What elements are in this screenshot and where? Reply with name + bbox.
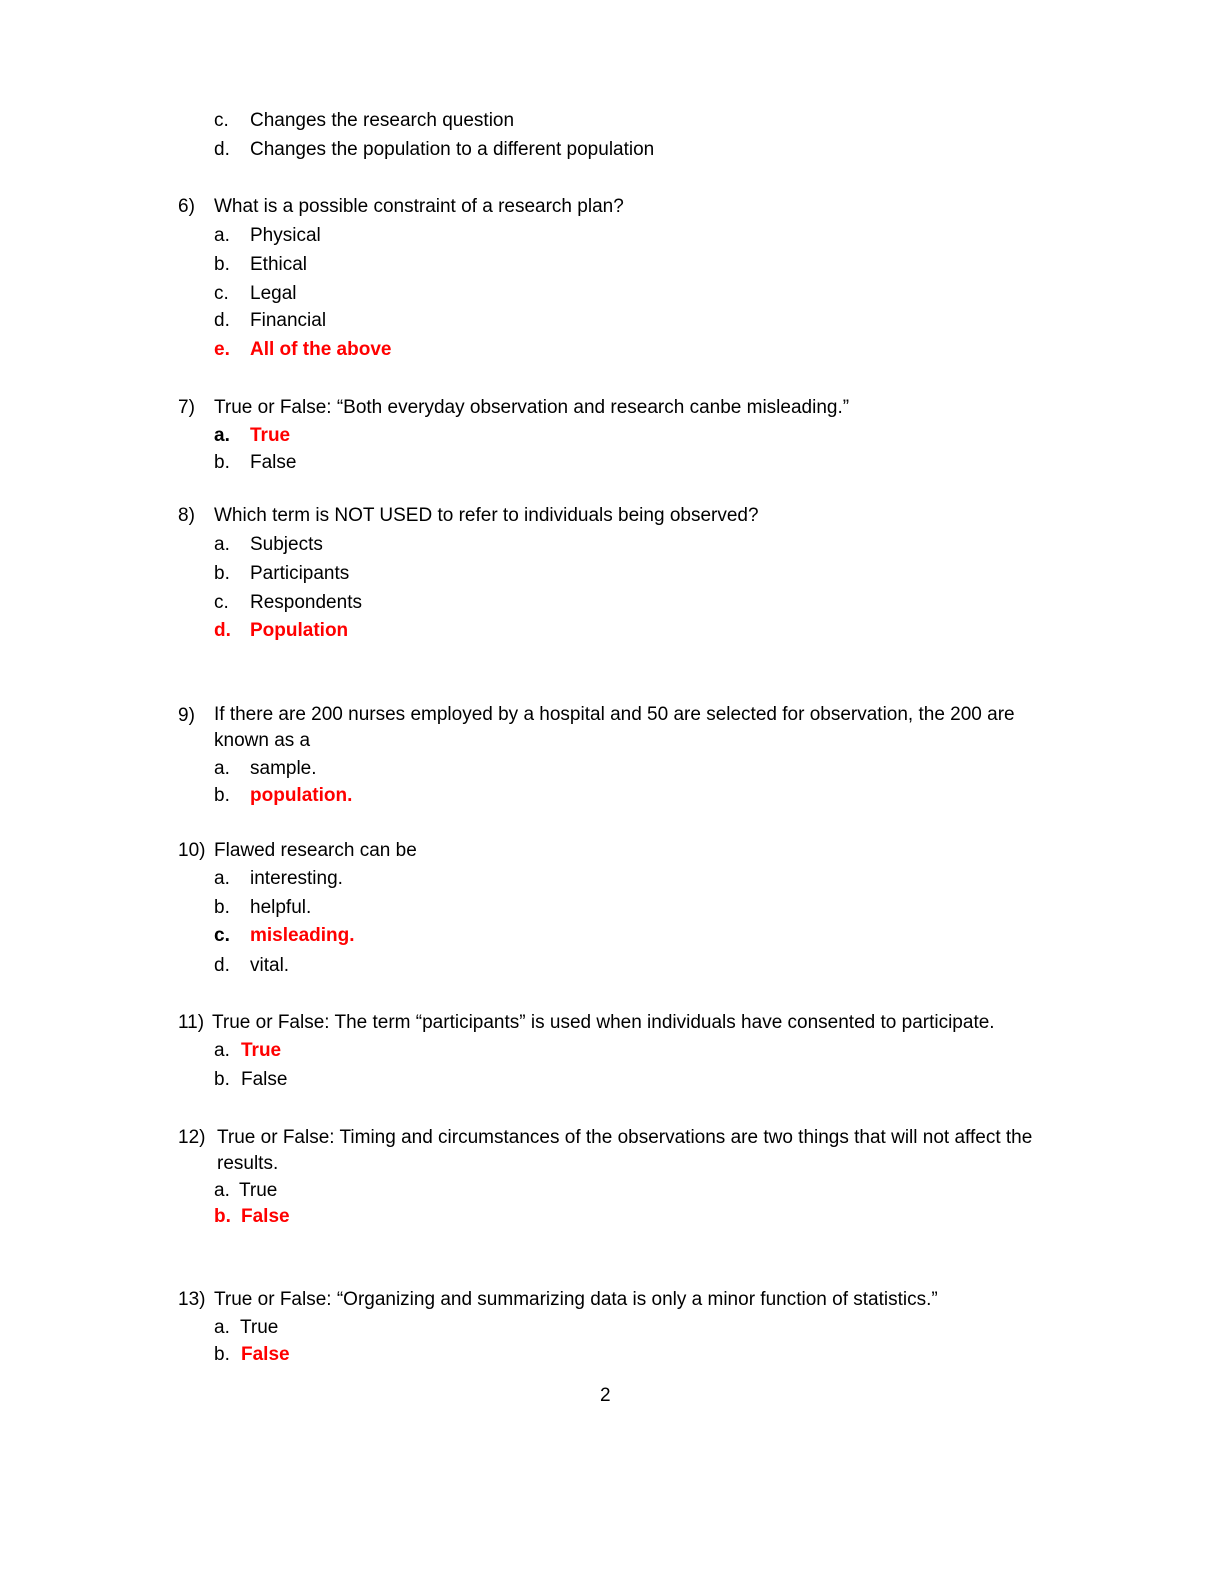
correct-option-letter: e. (214, 339, 230, 360)
option-letter: b. (214, 785, 230, 806)
option-letter: b. (214, 254, 230, 275)
option-text: Participants (250, 563, 350, 584)
option-letter: b. (214, 1069, 230, 1090)
option-letter: a. (214, 225, 230, 246)
question-number: 7) (178, 397, 195, 418)
correct-option-text: False (241, 1206, 290, 1227)
option-letter: b. (214, 563, 230, 584)
question-text: True or False: “Organizing and summarizing data is only a minor function of statistics.” (214, 1289, 938, 1310)
option-letter: a. (214, 1040, 230, 1061)
option-text: interesting. (250, 868, 343, 889)
option-letter: a. (214, 1180, 230, 1201)
correct-option-letter: d. (214, 620, 231, 641)
correct-option-text: All of the above (250, 339, 392, 360)
question-number: 10) (178, 840, 206, 861)
correct-option-text: True (250, 425, 291, 446)
option-letter: a. (214, 758, 230, 779)
option-text: Subjects (250, 534, 323, 555)
option-letter: a. (214, 1317, 230, 1338)
option-text: sample. (250, 758, 317, 779)
question-number: 11) (178, 1012, 205, 1033)
option-text: False (241, 1069, 288, 1090)
correct-option-letter: c. (214, 925, 230, 946)
option-text: False (250, 452, 297, 473)
option-text: Financial (250, 310, 327, 331)
question-number: 9) (178, 705, 195, 726)
option-letter: b. (214, 897, 230, 918)
option-letter: d. (214, 139, 230, 160)
option-text: Physical (250, 225, 321, 246)
option-text: True (239, 1180, 278, 1201)
option-text: vital. (250, 955, 290, 976)
option-text: Respondents (250, 592, 362, 613)
option-text: Changes the research question (250, 110, 515, 131)
question-text: Flawed research can be (214, 840, 417, 861)
option-letter: c. (214, 592, 229, 613)
option-text: Legal (250, 283, 297, 304)
question-text: If there are 200 nurses employed by a hospital and 50 are selected for observation, the 200 are known as a (214, 704, 1015, 751)
option-text: Changes the population to a different population (250, 139, 655, 160)
option-letter: a. (214, 534, 230, 555)
question-number: 12) (178, 1127, 206, 1148)
question-number: 6) (178, 196, 195, 217)
correct-option-text: False (241, 1344, 290, 1365)
correct-option-text: misleading. (250, 925, 355, 946)
correct-option-text: True (241, 1040, 282, 1061)
option-text: True (240, 1317, 279, 1338)
option-letter: a. (214, 868, 230, 889)
correct-option-letter: b. (214, 1206, 231, 1227)
option-letter: b. (214, 452, 230, 473)
question-text: True or False: “Both everyday observation and research canbe misleading.” (214, 397, 850, 418)
correct-option-text: population. (250, 785, 353, 806)
question-text: What is a possible constraint of a research plan? (214, 196, 624, 217)
question-text: True or False: Timing and circumstances of the observations are two things that will not affect the results. (217, 1127, 1033, 1174)
option-letter: c. (214, 283, 229, 304)
page-number: 2 (600, 1385, 611, 1406)
option-letter: d. (214, 955, 230, 976)
option-letter: d. (214, 310, 230, 331)
question-text: Which term is NOT USED to refer to individuals being observed? (214, 505, 759, 526)
option-text: helpful. (250, 897, 312, 918)
question-number: 13) (178, 1289, 206, 1310)
correct-option-letter: a. (214, 425, 230, 446)
option-letter: b. (214, 1344, 230, 1365)
question-number: 8) (178, 505, 195, 526)
correct-option-text: Population (250, 620, 349, 641)
question-text: True or False: The term “participants” is used when individuals have consented to participate. (212, 1012, 995, 1033)
option-letter: c. (214, 110, 229, 131)
option-text: Ethical (250, 254, 308, 275)
